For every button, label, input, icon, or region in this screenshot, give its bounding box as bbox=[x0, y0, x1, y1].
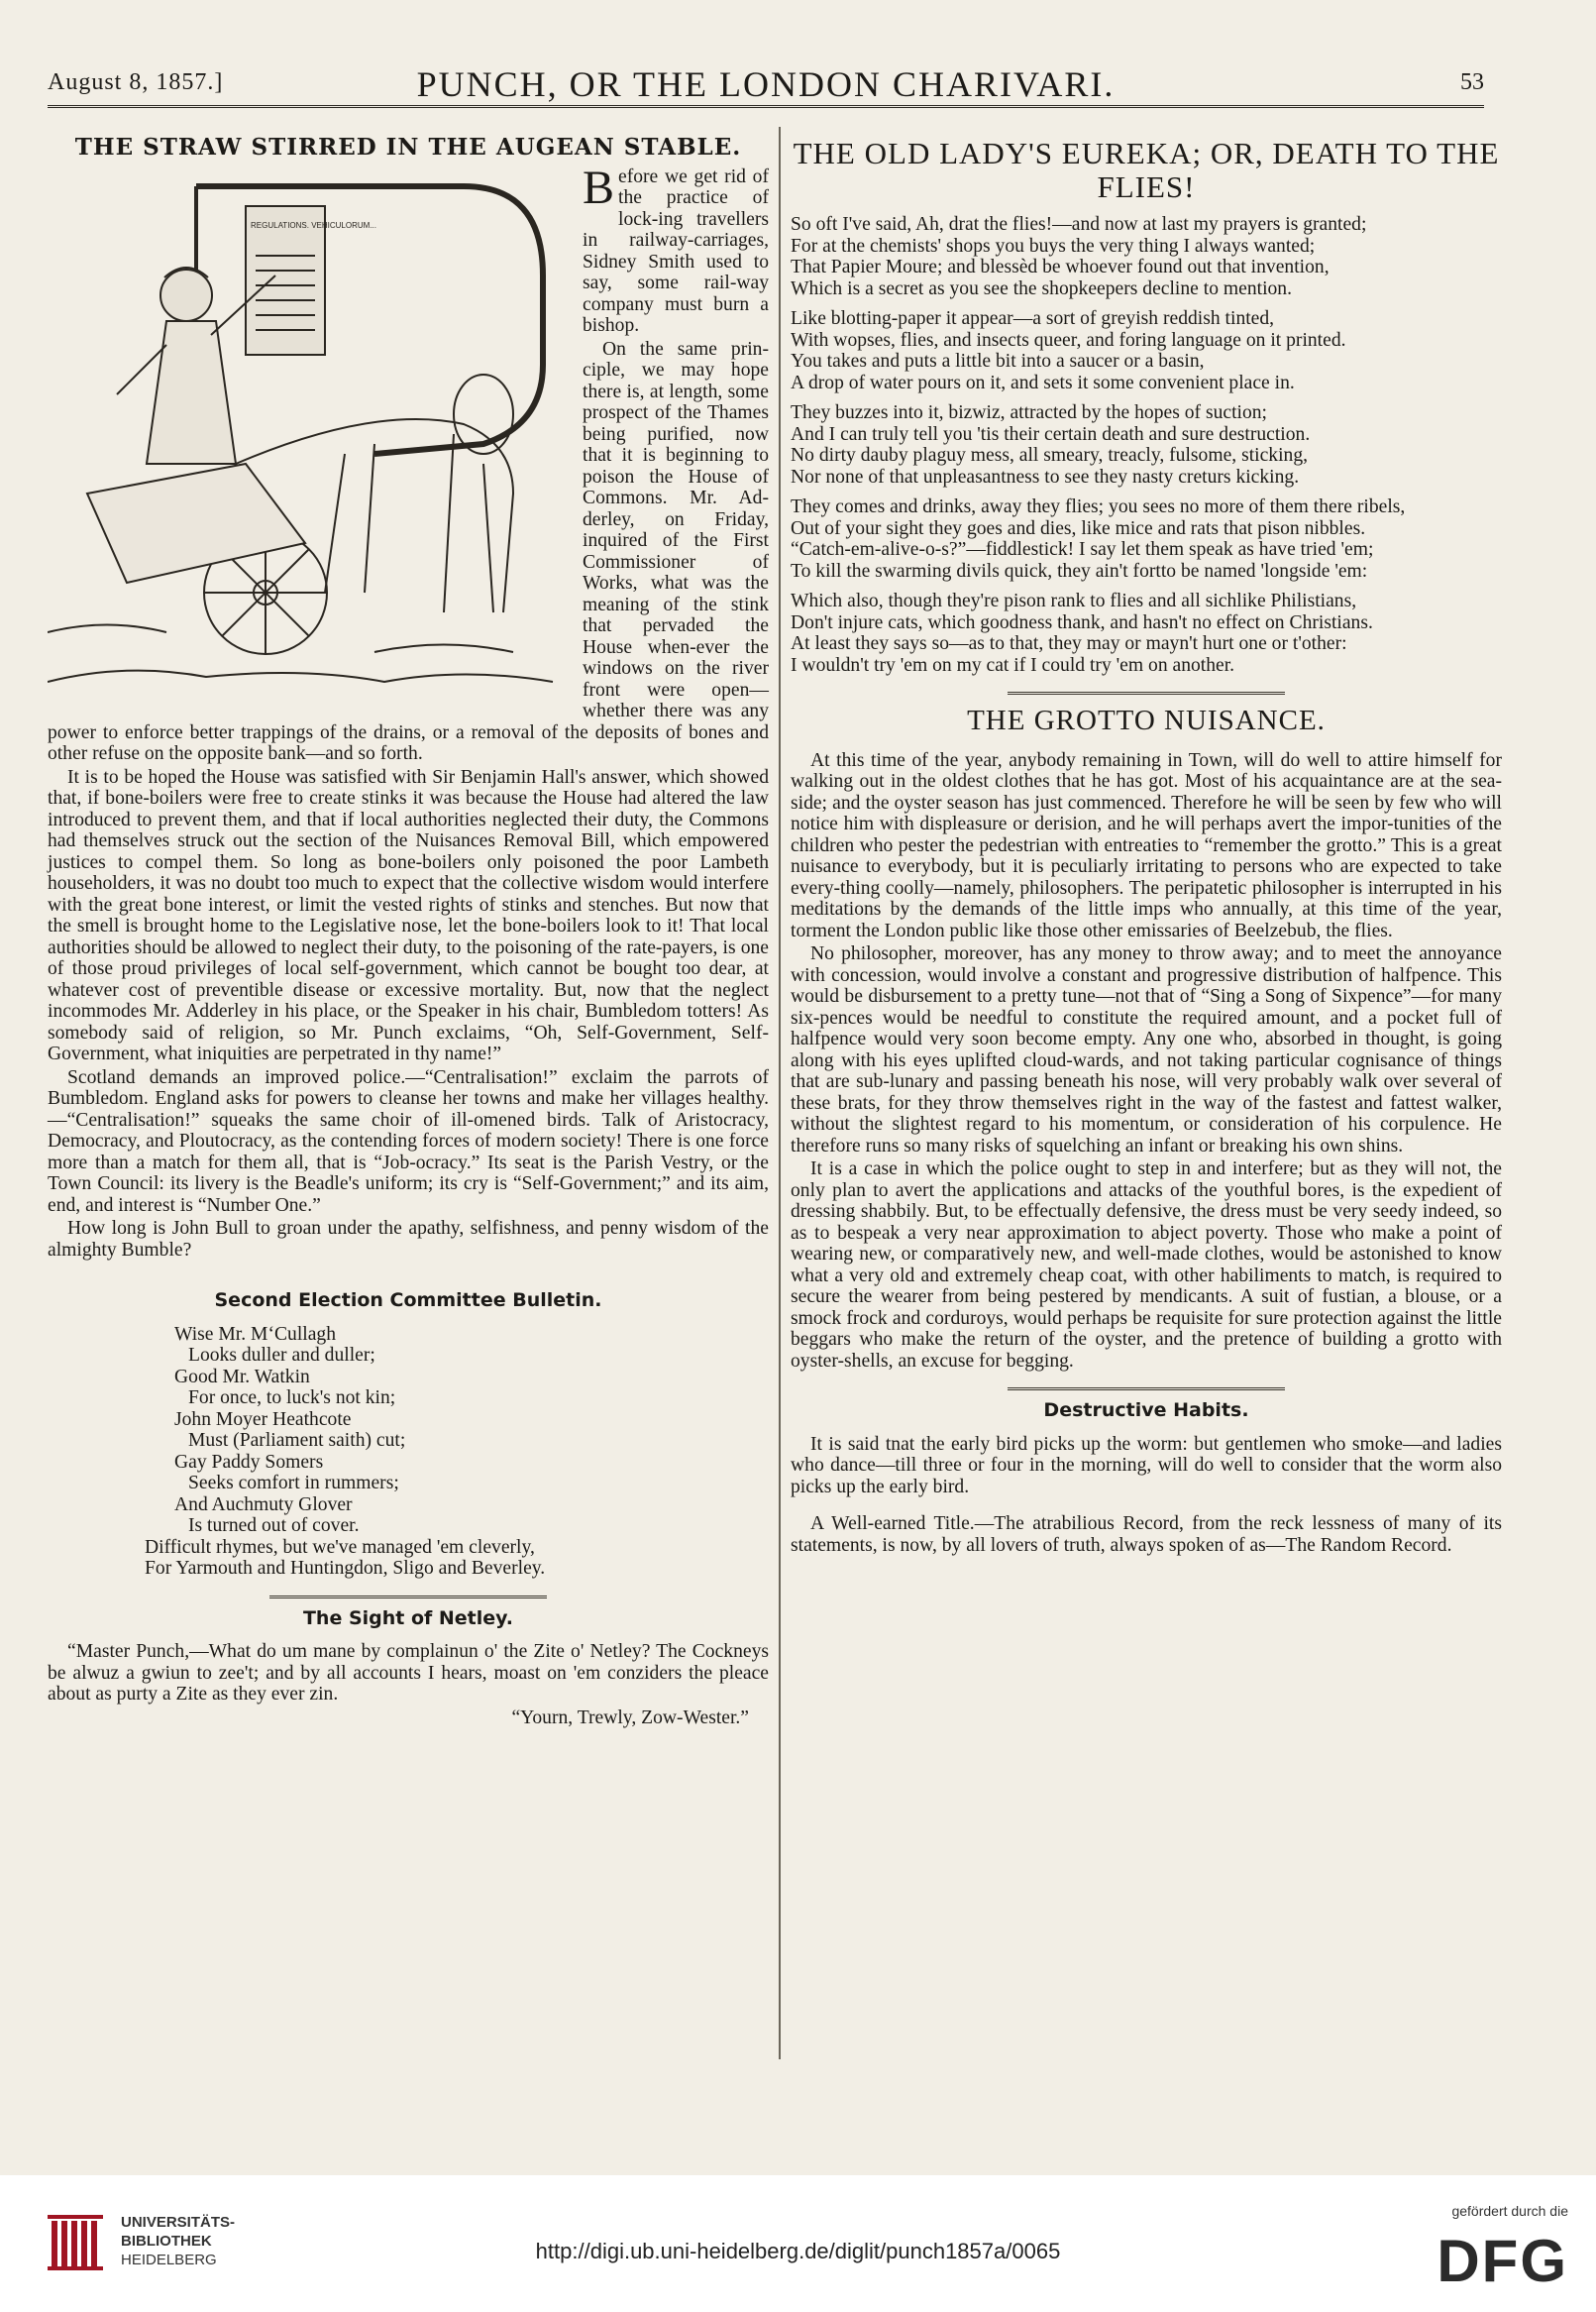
cartoon-svg bbox=[48, 166, 571, 702]
page-number: 53 bbox=[1460, 69, 1484, 95]
poem-line: Must (Parliament saith) cut; bbox=[188, 1430, 406, 1451]
source-url-link[interactable]: http://digi.ub.uni-heidelberg.de/diglit/punch1857a/0065 bbox=[535, 2239, 1061, 2263]
straw-paragraph-4: Scotland demands an improved police.—“Centralisation!” exclaim the parrots of Bumbledom. England asks for powers to cleanse her towns and make her villages healthy.—“Centralisation!” squeaks the same choir of ill-omened birds. Talk of Aristocracy, Democracy, and Ploutocracy, as the contending forces of modern society! There is one force more than a match for them all, that is “Job-ocracy.” Its seat is the Parish Vestry, or the Town Council: its livery is the Beadle's uniform; its cry is “Self-Government;” and its aim, end, and interest is “Number One.” bbox=[48, 1066, 769, 1216]
election-poem bbox=[48, 1324, 769, 1580]
verse-line: And I can truly tell you 'tis their certain death and sure destruction. bbox=[791, 423, 1311, 445]
section-rule bbox=[269, 1596, 547, 1598]
header-rule bbox=[48, 105, 1484, 108]
section-rule bbox=[1008, 692, 1285, 695]
drop-cap: B bbox=[583, 161, 615, 214]
verse-line: Don't injure cats, which goodness thank, and hasn't no effect on Christians. bbox=[791, 611, 1373, 633]
cartoon-sign-text: REGULATIONS. VEHICULORUM... bbox=[251, 220, 376, 230]
grotto-title: THE GROTTO NUISANCE. bbox=[967, 705, 1326, 736]
library-line: BIBLIOTHEK bbox=[121, 2233, 212, 2250]
verse-line: To kill the swarming divils quick, they ain't fortto be named 'longside 'em: bbox=[791, 560, 1368, 582]
footer-bar bbox=[0, 2175, 1596, 2312]
poem-line: Seeks comfort in rummers; bbox=[188, 1473, 399, 1493]
verse-line: They comes and drinks, away they flies; you sees no more of them there ribels, bbox=[791, 496, 1406, 517]
eureka-title: THE OLD LADY'S EUREKA; OR, DEATH TO THE FLIES! bbox=[793, 136, 1500, 204]
poem-line: Wise Mr. M‘Cullagh bbox=[174, 1323, 337, 1345]
verse-line: Out of your sight they goes and dies, like mice and rats that pison nibbles. bbox=[791, 517, 1366, 539]
dfg-logo: DFG bbox=[1436, 2228, 1568, 2294]
poem-line: John Moyer Heathcote bbox=[174, 1408, 352, 1430]
poem-line: Difficult rhymes, but we've managed 'em cleverly, bbox=[145, 1536, 535, 1558]
article-title-straw: THE STRAW STIRRED IN THE AUGEAN STABLE. bbox=[74, 134, 742, 161]
straw-paragraph-3: It is to be hoped the House was satisfied with Sir Benjamin Hall's answer, which showed that, if bone-boilers were free to create stinks it was because the House had altered the law introduced to prevent them, and that if local authorities neglected their duty, the Commons had themselves struck out the section of the Nuisances Removal Bill, which empowered justices to compel them. So long as bone-boilers only poisoned the poor Lambeth householders, it was no doubt too much to expect that the collective wisdom would interfere with the great bone interest, or limit the vested rights of stinks and stenches. But now that the smell is brought home to the Legislative nose, let the bone-boilers look to it! That local authorities should be allowed to neglect their duty, to the poisoning of the rate-payers, is one of those proud privileges of local self-government, which cannot be bought too dear, at whatever cost of preventible disease or excessive mortality. But, now that the neglect incommodes Mr. Adderley in his place, or the Speaker in his chair, Bumbledom totters! As somebody said of religion, so Mr. Punch exclaims, “Oh, Self-Government, Self-Government, what iniquities are perpetrated in thy name!” bbox=[48, 766, 769, 1064]
verse-line: Which also, though they're pison rank to flies and all sichlike Philistians, bbox=[791, 591, 1357, 611]
verse-line: You takes and puts a little bit into a saucer or a basin, bbox=[791, 351, 1205, 372]
verse-line: With wopses, flies, and insects queer, and foring language on it printed. bbox=[791, 329, 1346, 351]
netley-letter: “Master Punch,—What do um mane by complainun o' the Zite o' Netley? The Cockneys be alwuz a gwiun to zee't; and by all accounts I hears, moast on 'em conziders the pleace about as purty a Zite as they ever zin. bbox=[48, 1641, 769, 1705]
masthead-title: PUNCH, OR THE LONDON CHARIVARI. bbox=[416, 64, 1116, 104]
verse-line: At least they says so—as to that, they may or mayn't hurt one or t'other: bbox=[791, 633, 1347, 654]
netley-title: The Sight of Netley. bbox=[302, 1606, 514, 1629]
eureka-stanza-3 bbox=[791, 402, 1502, 488]
library-line: UNIVERSITÄTS- bbox=[121, 2214, 236, 2231]
grotto-paragraph-2: No philosopher, moreover, has any money to throw away; and to meet the annoyance with concession, would involve a constant and progressive distribution of halfpence. This would be disbursement to a pretty tune—not that of “Sing a Song of Sixpence”—for many six-pences would be needful to constitute the required amount, and a pocket full of halfpence would very soon become empty. Any one who, absorbed in thought, is going along with his eyes uplifted cloud-wards, and not taking particular cognisance of things that are sub-lunary and passing beneath his nose, will very probably walk over several of these brats, for they throw themselves right in the way of the fastest and fattest walker, without the slightest regard to his momentum, or consideration of his corpulence. He therefore runs so many risks of squelching an infant or breaking his own shins. bbox=[791, 943, 1502, 1156]
issue-date: August 8, 1857.] bbox=[48, 69, 224, 95]
poem-line: Good Mr. Watkin bbox=[174, 1366, 310, 1387]
funding-note: gefördert durch die bbox=[1451, 2203, 1568, 2219]
verse-line: That Papier Moure; and blessèd be whoever found out that invention, bbox=[791, 257, 1330, 277]
cartoon-illustration bbox=[48, 166, 571, 702]
verse-line: Nor none of that unpleasantness to see they nasty creturs kicking. bbox=[791, 466, 1300, 488]
destructive-paragraph: It is said tnat the early bird picks up the worm: but gentlemen who smoke—and ladies who dance—till three or four in the morning, will do well to consider that the worm also picks up the early bird. bbox=[791, 1433, 1502, 1497]
verse-line: For at the chemists' shops you buys the very thing I always wanted; bbox=[791, 235, 1316, 257]
page-header bbox=[48, 61, 1484, 104]
poem-line: For Yarmouth and Huntingdon, Sligo and Beverley. bbox=[145, 1558, 546, 1579]
eureka-stanza-2 bbox=[791, 308, 1502, 393]
library-line: HEIDELBERG bbox=[121, 2252, 217, 2268]
verse-line: “Catch-em-alive-o-s?”—fiddlestick! I say let them speak as have tried 'em; bbox=[791, 539, 1374, 560]
destructive-title: Destructive Habits. bbox=[1043, 1399, 1249, 1421]
grotto-paragraph-1: At this time of the year, anybody remaining in Town, will do well to attire himself for walking out in the oldest clothes that he has got. Most of his acquaintance are at the sea-side; and the oyster season has just commenced. Therefore he will be seen by few who will notice him with displeasure or derision, and he will perhaps avert the impor-tunities of the children who pester the pedestrian with entreaties to “remember the grotto.” This is a great nuisance to everybody, but it is peculiarly irritating to persons who are expected to take every-thing coolly—namely, philosophers. The peripatetic philosopher is interrupted in his meditations by the demands of the little imps who annually, at this time of the year, torment the London public like those other emissaries of Beelzebub, the flies. bbox=[791, 749, 1502, 941]
election-title: Second Election Committee Bulletin. bbox=[214, 1289, 602, 1311]
straw-paragraph-2: On the same prin-ciple, we may hope there is, at length, some prospect of the Thames being purified, now that it is beginning to poison the House of Commons. Mr. Ad-derley, on Friday, inquired of the First Commissioner of Works, what was the meaning of the stink that pervaded the House when-ever the windows on the river front were open—whether there was any power to enforce better trappings of the drains, or a removal of the deposits of bones and other refuse on the opposite bank—and so forth. bbox=[48, 338, 769, 764]
eureka-stanza-1 bbox=[791, 214, 1502, 299]
verse-line: So oft I've said, Ah, drat the flies!—and now at last my prayers is granted; bbox=[791, 214, 1367, 235]
verse-line: No dirty dauby plaguy mess, all smeary, treacly, fulsome, sticking, bbox=[791, 445, 1309, 466]
grotto-paragraph-3: It is a case in which the police ought to step in and interfere; but as they will not, the only plan to avert the applications and attacks of the youthful bores, is the expedient of dressing shabbily. But, to be effectually defensive, the dress must be very seedy indeed, so as to bespeak a very near approximation to abject poverty. Those who make a point of wearing new, or comparatively new, and well-made clothes, would be astonished to know what a very old and extremely cheap coat, with other habiliments to match, is required to secure the wearer from being pestered by mendicants. A suit of fustian, a blouse, or a smock frock and corduroys, would perhaps be requisite for sure protection against the little beggars who make the return of the oyster, and the pretence of building a grotto with oyster-shells, an excuse for begging. bbox=[791, 1158, 1502, 1372]
straw-paragraph-5: How long is John Bull to groan under the apathy, selfishness, and penny wisdom of the almighty Bumble? bbox=[48, 1218, 769, 1261]
netley-signature: “Yourn, Trewly, Zow-Wester.” bbox=[511, 1706, 749, 1728]
poem-line: Is turned out of cover. bbox=[188, 1515, 360, 1536]
verse-line: I wouldn't try 'em on my cat if I could try 'em on another. bbox=[791, 654, 1235, 676]
verse-line: Which is a secret as you see the shopkeepers decline to mention. bbox=[791, 277, 1293, 299]
straw-paragraph-1: efore we get rid of the practice of lock-ing travellers in railway-carriages, Sidney Smith used to say, some rail-way company must burn a bishop. bbox=[583, 165, 769, 336]
section-rule bbox=[1008, 1387, 1285, 1390]
verse-line: A drop of water pours on it, and sets it some convenient place in. bbox=[791, 372, 1295, 393]
right-column bbox=[791, 137, 1502, 1558]
eureka-stanza-4 bbox=[791, 496, 1502, 582]
poem-line: And Auchmuty Glover bbox=[174, 1493, 353, 1515]
poem-line: Looks duller and duller; bbox=[188, 1345, 375, 1366]
eureka-stanza-5 bbox=[791, 591, 1502, 676]
poem-line: For once, to luck's not kin; bbox=[188, 1387, 396, 1408]
column-divider bbox=[779, 127, 781, 2059]
well-earned-paragraph: A Well-earned Title.—The atrabilious Record, from the reck lessness of many of its statements, is now, by all lovers of truth, always spoken of as—The Random Record. bbox=[791, 1513, 1502, 1556]
verse-line: They buzzes into it, bizwiz, attracted by the hopes of suction; bbox=[791, 402, 1267, 423]
left-column bbox=[48, 134, 769, 1728]
verse-line: Like blotting-paper it appear—a sort of greyish reddish tinted, bbox=[791, 308, 1275, 329]
poem-line: Gay Paddy Somers bbox=[174, 1451, 324, 1473]
